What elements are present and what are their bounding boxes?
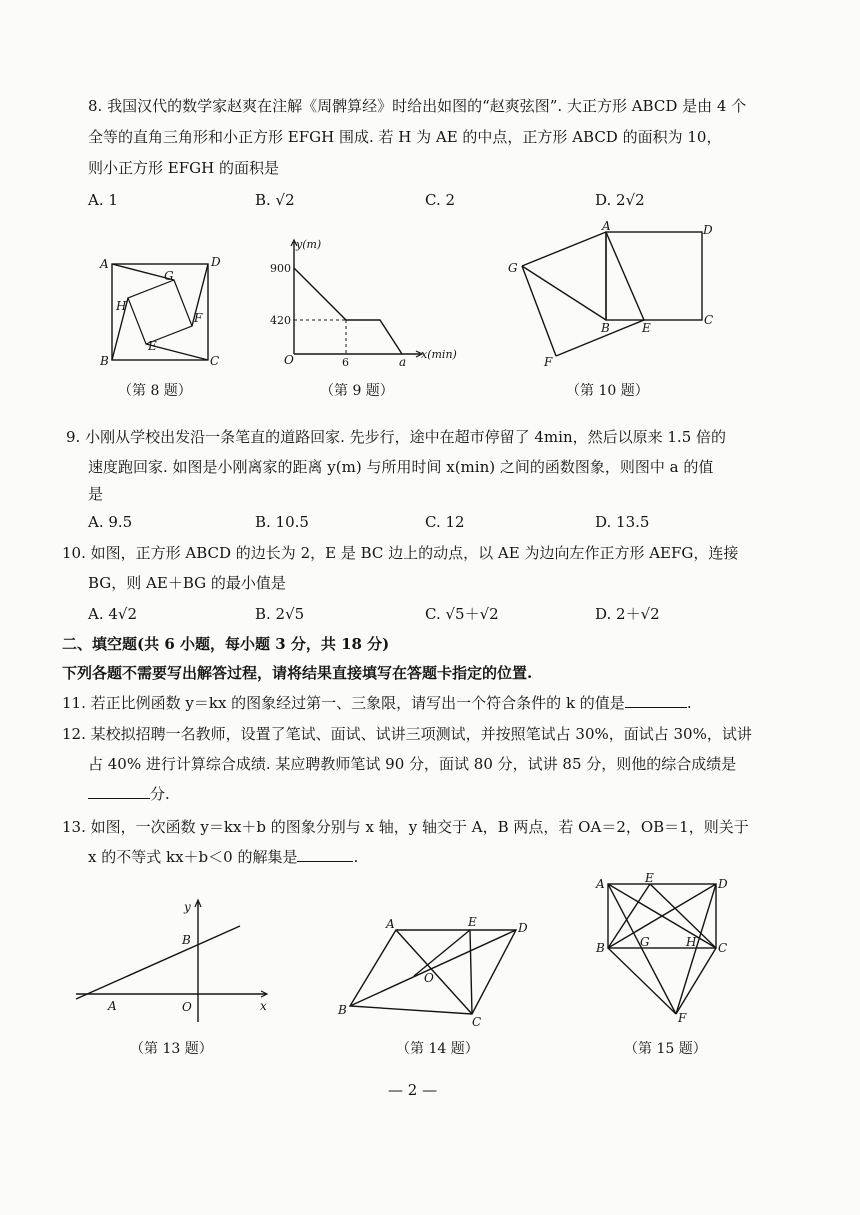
q11-answer-blank: [625, 693, 687, 708]
q9-option-c: C. 12: [425, 513, 465, 531]
q11-line: [62, 693, 692, 713]
fig9-tick-a: a: [399, 355, 407, 369]
q12-line-3: [88, 784, 170, 804]
fig15-label-g: G: [640, 935, 650, 949]
fig9-origin-o: O: [284, 353, 294, 367]
fig8-label-e: E: [148, 339, 157, 353]
q8-option-d: D. 2√2: [595, 191, 645, 209]
fig15-label-a: A: [596, 877, 605, 891]
q8-line-3: 则小正方形 EFGH 的面积是: [88, 159, 279, 177]
fig14-label-c: C: [472, 1015, 482, 1029]
fig14-label-e: E: [468, 915, 477, 929]
figure-15-caption: （第 15 题）: [624, 1041, 707, 1057]
fig15-label-b: B: [596, 941, 605, 955]
fig9-axis-y-label: y(m): [296, 238, 322, 251]
q10-line-1: 10. 如图，正方形 ABCD 的边长为 2，E 是 BC 边上的动点，以 AE 为边向左作正方形 AEFG，连接: [62, 544, 739, 562]
figure-8-zhaoshuang-diagram: [96, 250, 231, 370]
fig15-label-d: D: [718, 877, 728, 891]
fig13-axis-y-label: y: [184, 900, 191, 914]
q11-text: 11. 若正比例函数 y＝kx 的图象经过第一、三象限，请写出一个符合条件的 k 的值是: [62, 694, 625, 712]
q9-option-b: B. 10.5: [255, 513, 309, 531]
fig10-label-f: F: [544, 355, 553, 369]
fig14-label-b: B: [338, 1003, 347, 1017]
q8-option-b: B. √2: [255, 191, 295, 209]
figure-15-square-triangle: [594, 871, 744, 1025]
q12-tail: 分.: [150, 785, 170, 803]
fig14-label-a: A: [386, 917, 395, 931]
fig9-axis-x-label: x(min): [421, 348, 457, 361]
figure-13-caption: （第 13 题）: [130, 1041, 213, 1057]
fig15-label-c: C: [718, 941, 728, 955]
fig10-label-g: G: [508, 261, 518, 275]
q10-line-2: BG，则 AE＋BG 的最小值是: [88, 574, 286, 592]
q13-answer-blank: [297, 847, 353, 862]
q10-option-a: A. 4√2: [88, 605, 138, 623]
q10-option-c: C. √5＋√2: [425, 605, 499, 623]
fig15-label-f: F: [678, 1011, 687, 1025]
q10-option-b: B. 2√5: [255, 605, 305, 623]
fig10-label-d: D: [703, 223, 713, 237]
fig8-label-a: A: [100, 257, 109, 271]
fig13-origin-o: O: [182, 1000, 192, 1014]
q13-text-2: x 的不等式 kx＋b＜0 的解集是: [88, 848, 298, 866]
q9-option-a: A. 9.5: [88, 513, 133, 531]
q12-line-2: 占 40% 进行计算综合成绩. 某应聘教师笔试 90 分，面试 80 分，试讲 85 分，则他的综合成绩是: [88, 755, 737, 773]
page-number: — 2 —: [388, 1081, 438, 1099]
fig13-axis-x-label: x: [260, 999, 267, 1013]
fig10-label-e: E: [642, 321, 651, 335]
fig10-label-b: B: [601, 321, 610, 335]
section-2-instruction: 下列各题不需要写出解答过程，请将结果直接填写在答题卡指定的位置.: [62, 664, 533, 682]
fig8-label-h: H: [116, 299, 127, 313]
figure-9-distance-time-graph: [268, 236, 457, 369]
fig8-label-g: G: [164, 269, 174, 283]
fig8-label-d: D: [211, 255, 221, 269]
q13-line-1: 13. 如图，一次函数 y＝kx＋b 的图象分别与 x 轴，y 轴交于 A，B 两点，若 OA＝2，OB＝1，则关于: [62, 818, 749, 836]
fig15-label-e: E: [645, 871, 654, 885]
fig10-label-c: C: [704, 313, 714, 327]
q8-line-1: 8. 我国汉代的数学家赵爽在注解《周髀算经》时给出如图的“赵爽弦图”. 大正方形 ABCD 是由 4 个: [88, 97, 747, 115]
figure-10-caption: （第 10 题）: [566, 383, 649, 399]
fig10-label-a: A: [602, 219, 611, 233]
fig14-label-d: D: [518, 921, 528, 935]
fig14-label-o: O: [424, 971, 434, 985]
q8-line-2: 全等的直角三角形和小正方形 EFGH 围成. 若 H 为 AE 的中点，正方形 ABCD 的面积为 10，: [88, 128, 722, 146]
q8-option-a: A. 1: [88, 191, 118, 209]
fig8-label-b: B: [100, 354, 109, 368]
q9-line-3: 是: [88, 485, 104, 503]
q13-tail: .: [353, 848, 359, 866]
fig8-label-f: F: [194, 311, 203, 325]
fig9-tick-6: 6: [342, 356, 349, 369]
figure-14-parallelogram: [334, 910, 539, 1028]
fig8-label-c: C: [210, 354, 220, 368]
fig15-label-h: H: [686, 935, 697, 949]
q8-option-c: C. 2: [425, 191, 456, 209]
q12-answer-blank: [88, 784, 150, 799]
figure-10-squares-diagram: [500, 220, 725, 370]
figure-14-caption: （第 14 题）: [396, 1041, 479, 1057]
figure-13-linear-function-graph: [74, 896, 279, 1026]
q9-line-1: 9. 小刚从学校出发沿一条笔直的道路回家. 先步行，途中在超市停留了 4min，然后以原来 1.5 倍的: [66, 428, 727, 446]
q12-line-1: 12. 某校拟招聘一名教师，设置了笔试、面试、试讲三项测试，并按照笔试占 30%，面试占 30%，试讲: [62, 725, 752, 743]
q9-option-d: D. 13.5: [595, 513, 650, 531]
figure-8-caption: （第 8 题）: [118, 383, 192, 399]
fig13-label-a: A: [108, 999, 117, 1013]
fig13-label-b: B: [182, 933, 191, 947]
fig9-tick-420: 420: [270, 314, 291, 327]
fig9-tick-900: 900: [270, 262, 291, 275]
q13-line-2: [88, 847, 358, 867]
q11-tail: .: [686, 694, 692, 712]
section-2-title: 二、填空题(共 6 小题，每小题 3 分，共 18 分): [62, 635, 390, 653]
figure-9-caption: （第 9 题）: [320, 383, 394, 399]
q9-line-2: 速度跑回家. 如图是小刚离家的距离 y(m) 与所用时间 x(min) 之间的函数图象，则图中 a 的值: [88, 458, 714, 476]
q10-option-d: D. 2＋√2: [595, 605, 660, 623]
